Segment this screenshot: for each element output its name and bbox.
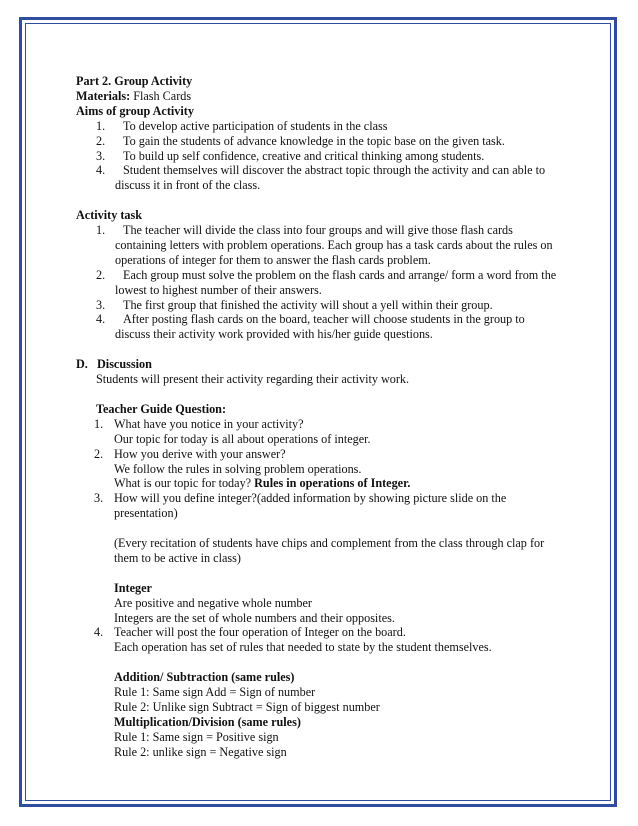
list-item-continuation: containing letters with problem operations. Each group has a task cards about the rules on	[115, 237, 553, 252]
question-text: What have you notice in your activity?	[114, 416, 304, 431]
list-number: 2.	[96, 133, 106, 148]
recitation-note-continuation: them to be active in class)	[114, 550, 241, 565]
question-item	[76, 417, 558, 432]
recitation-note: (Every recitation of students have chips and complement from the class through clap for	[114, 536, 545, 551]
rule-line: Rule 2: unlike sign = Negative sign	[114, 744, 287, 759]
rule-line: Rule 1: Same sign Add = Sign of number	[114, 685, 316, 700]
addsub-heading: Addition/ Subtraction (same rules)	[114, 670, 295, 685]
question-continuation: presentation)	[114, 506, 178, 521]
list-number: 3.	[96, 148, 106, 163]
section-letter: D.	[76, 357, 88, 372]
list-number: 3.	[96, 297, 106, 312]
list-item	[76, 268, 558, 283]
discussion-text: Students will present their activity regarding their activity work.	[96, 372, 410, 387]
list-item-continuation: lowest to highest number of their answers.	[115, 282, 322, 297]
guide-heading: Teacher Guide Question:	[96, 401, 227, 416]
list-number: 2.	[96, 267, 106, 282]
followup-answer: Rules in operations of Integer.	[254, 476, 411, 491]
part-heading: Part 2. Group Activity	[76, 74, 193, 88]
list-item	[76, 223, 558, 238]
aims-list	[76, 119, 558, 194]
list-text: Each group must solve the problem on the flash cards and arrange/ form a word from the	[123, 267, 557, 282]
list-text: To build up self confidence, creative and critical thinking among students.	[123, 148, 485, 163]
list-item-continuation: operations of integer for them to answer the flash cards problem.	[115, 252, 431, 267]
materials-value: Flash Cards	[130, 88, 192, 103]
list-item	[76, 163, 558, 178]
list-item	[76, 312, 558, 327]
materials-label: Materials:	[76, 88, 131, 103]
list-text: To develop active participation of students in the class	[123, 118, 388, 133]
list-text: The teacher will divide the class into four groups and will give those flash cards	[123, 223, 513, 238]
list-text: After posting flash cards on the board, teacher will choose students in the group to	[123, 312, 525, 327]
list-number: 4.	[96, 163, 106, 178]
list-text: To gain the students of advance knowledge in the topic base on the given task.	[123, 133, 505, 148]
list-number: 4.	[96, 312, 106, 327]
rule-line: Rule 2: Unlike sign Subtract = Sign of biggest number	[114, 699, 380, 714]
list-number: 1.	[96, 223, 106, 238]
list-item	[76, 119, 558, 134]
question-number: 3.	[94, 491, 104, 506]
tasks-list	[76, 223, 558, 342]
question-answer: We follow the rules in solving problem operations.	[114, 461, 362, 476]
integer-definition: Integers are the set of whole numbers and their opposites.	[114, 610, 395, 625]
followup-text: What is our topic for today?	[114, 476, 255, 491]
question-number: 2.	[94, 446, 104, 461]
question-text: How you derive with your answer?	[114, 446, 286, 461]
question-followup	[76, 476, 558, 491]
question-item	[76, 491, 558, 506]
list-item-continuation: discuss it in front of the class.	[115, 178, 261, 193]
discussion-heading-line	[76, 357, 558, 372]
question-answer: Our topic for today is all about operations of integer.	[114, 431, 371, 446]
list-item-continuation: discuss their activity work provided with his/her guide questions.	[115, 327, 433, 342]
multdiv-heading: Multiplication/Division (same rules)	[114, 714, 301, 729]
integer-definition: Are positive and negative whole number	[114, 595, 312, 610]
list-item	[76, 149, 558, 164]
list-item	[76, 298, 558, 313]
question-continuation: Each operation has set of rules that needed to state by the student themselves.	[114, 640, 492, 655]
question-item	[76, 625, 558, 640]
document-body	[76, 74, 558, 760]
discussion-heading: Discussion	[97, 357, 152, 372]
aims-heading: Aims of group Activity	[76, 103, 194, 118]
question-text: Teacher will post the four operation of Integer on the board.	[114, 625, 406, 640]
list-text: Student themselves will discover the abstract topic through the activity and can able to	[123, 163, 546, 178]
integer-heading: Integer	[114, 580, 152, 595]
question-number: 4.	[94, 625, 104, 640]
rule-line: Rule 1: Same sign = Positive sign	[114, 729, 279, 744]
materials-line	[76, 89, 558, 104]
question-item	[76, 447, 558, 462]
question-text: How will you define integer?(added information by showing picture slide on the	[114, 491, 507, 506]
list-item	[76, 134, 558, 149]
activity-heading: Activity task	[76, 208, 143, 223]
question-number: 1.	[94, 416, 104, 431]
list-number: 1.	[96, 118, 106, 133]
list-text: The first group that finished the activity will shout a yell within their group.	[123, 297, 493, 312]
